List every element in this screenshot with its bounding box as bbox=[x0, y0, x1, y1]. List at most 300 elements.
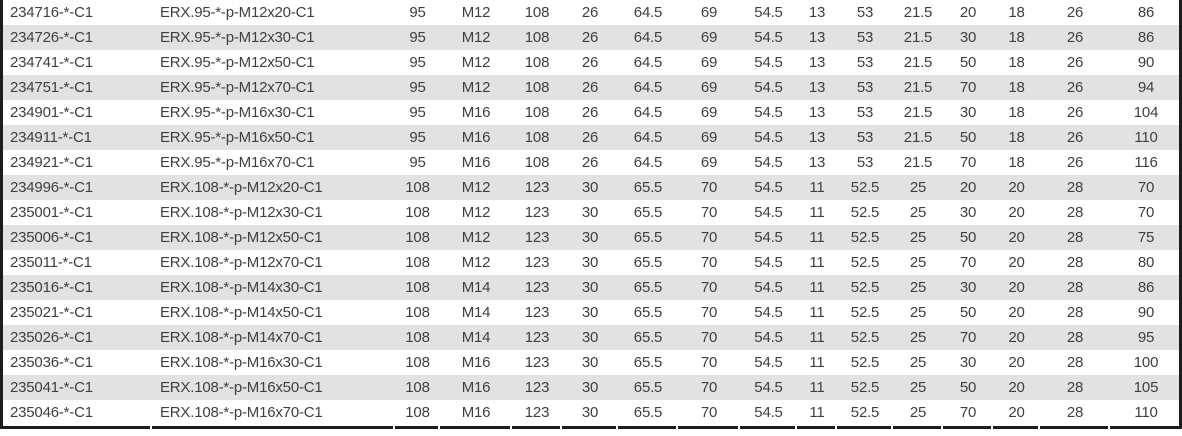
table-cell: 28 bbox=[1066, 279, 1084, 296]
table-cell: 54.5 bbox=[754, 279, 783, 296]
table-cell: 54.5 bbox=[754, 79, 783, 96]
table-cell: 108 bbox=[524, 79, 550, 96]
table-cell: 20 bbox=[1008, 304, 1025, 321]
table-cell: M16 bbox=[461, 404, 491, 421]
table-cell: 18 bbox=[1008, 4, 1025, 21]
table-cell: ERX.95-*-p-M16x50-C1 bbox=[160, 129, 315, 146]
table-cell: 26 bbox=[581, 4, 599, 21]
table-cell: 30 bbox=[959, 29, 977, 46]
table-cell: 13 bbox=[808, 129, 826, 146]
table-cell: 11 bbox=[809, 354, 825, 371]
table-cell: 69 bbox=[700, 104, 718, 121]
table-cell: 108 bbox=[405, 304, 430, 321]
table-cell: 69 bbox=[700, 29, 718, 46]
table-cell: 234911-*-C1 bbox=[10, 129, 92, 146]
table-cell: ERX.95-*-p-M12x20-C1 bbox=[160, 4, 315, 21]
table-cell: M14 bbox=[461, 279, 491, 296]
table-cell: 65.5 bbox=[633, 404, 663, 421]
table-cell: ERX.95-*-p-M12x30-C1 bbox=[160, 29, 315, 46]
table-left-border bbox=[0, 0, 3, 429]
table-cell: 30 bbox=[959, 279, 977, 296]
table-cell: 123 bbox=[524, 229, 550, 246]
table-cell: 234996-*-C1 bbox=[10, 179, 93, 196]
table-cell: 20 bbox=[1008, 379, 1025, 396]
table-cell: 52.5 bbox=[850, 404, 880, 421]
table-cell: 123 bbox=[524, 329, 550, 346]
table-cell: 110 bbox=[1134, 129, 1158, 146]
table-cell: 25 bbox=[909, 204, 927, 221]
table-cell: 234901-*-C1 bbox=[10, 104, 93, 121]
bottom-border-segment bbox=[740, 426, 795, 429]
table-row bbox=[0, 0, 1182, 25]
table-cell: 20 bbox=[1008, 254, 1025, 271]
table-cell: 26 bbox=[1066, 79, 1084, 96]
table-cell: 110 bbox=[1134, 404, 1158, 421]
table-cell: 21.5 bbox=[903, 154, 933, 171]
table-cell: 53 bbox=[856, 79, 874, 96]
table-cell: 235006-*-C1 bbox=[10, 229, 93, 246]
table-cell: 105 bbox=[1133, 379, 1159, 396]
table-cell: M12 bbox=[461, 79, 491, 96]
table-cell: ERX.108-*-p-M14x50-C1 bbox=[160, 304, 323, 321]
table-cell: 11 bbox=[809, 254, 825, 271]
bottom-border-segment bbox=[1110, 426, 1180, 429]
table-cell: 11 bbox=[809, 179, 825, 196]
table-cell: 70 bbox=[959, 154, 977, 171]
table-cell: 28 bbox=[1066, 254, 1084, 271]
table-row bbox=[0, 300, 1182, 325]
table-cell: 70 bbox=[959, 329, 977, 346]
table-cell: 28 bbox=[1066, 379, 1084, 396]
table-cell: ERX.108-*-p-M12x30-C1 bbox=[160, 204, 323, 221]
table-cell: 52.5 bbox=[850, 304, 880, 321]
table-cell: 234716-*-C1 bbox=[10, 4, 93, 21]
table-cell: 30 bbox=[581, 229, 599, 246]
table-cell: 123 bbox=[524, 254, 550, 271]
table-cell: 234726-*-C1 bbox=[10, 29, 93, 46]
table-row bbox=[0, 325, 1182, 350]
table-cell: 18 bbox=[1008, 154, 1025, 171]
table-cell: 75 bbox=[1137, 229, 1155, 246]
bottom-border-segment bbox=[152, 426, 393, 429]
table-cell: 18 bbox=[1008, 29, 1025, 46]
table-cell: 70 bbox=[1137, 179, 1155, 196]
table-row bbox=[0, 350, 1182, 375]
table-cell: 108 bbox=[405, 204, 430, 221]
table-cell: 70 bbox=[700, 254, 718, 271]
table-cell: 69 bbox=[700, 54, 718, 71]
table-cell: M16 bbox=[461, 354, 491, 371]
table-cell: M16 bbox=[461, 104, 491, 121]
table-cell: 30 bbox=[581, 329, 599, 346]
table-cell: ERX.95-*-p-M12x50-C1 bbox=[160, 54, 315, 71]
table-cell: 86 bbox=[1137, 29, 1155, 46]
table-cell: 65.5 bbox=[633, 179, 663, 196]
table-cell: 64.5 bbox=[633, 129, 663, 146]
table-cell: 123 bbox=[524, 379, 550, 396]
table-cell: 11 bbox=[809, 329, 825, 346]
table-cell: M14 bbox=[461, 304, 491, 321]
table-cell: 95 bbox=[409, 104, 426, 121]
table-cell: 54.5 bbox=[754, 154, 783, 171]
table-cell: ERX.108-*-p-M12x50-C1 bbox=[160, 229, 323, 246]
bottom-border-segment bbox=[512, 426, 560, 429]
table-cell: 20 bbox=[1008, 229, 1025, 246]
table-cell: 30 bbox=[581, 379, 599, 396]
table-cell: 70 bbox=[700, 329, 718, 346]
table-cell: 52.5 bbox=[850, 254, 880, 271]
table-cell: ERX.95-*-p-M12x70-C1 bbox=[160, 79, 315, 96]
table-cell: 26 bbox=[1066, 54, 1084, 71]
table-cell: 70 bbox=[959, 254, 977, 271]
table-cell: 94 bbox=[1137, 79, 1155, 96]
table-cell: 21.5 bbox=[903, 129, 933, 146]
table-cell: 53 bbox=[856, 54, 874, 71]
table-cell: 235041-*-C1 bbox=[10, 379, 93, 396]
table-cell: 11 bbox=[809, 229, 825, 246]
table-cell: 54.5 bbox=[754, 4, 783, 21]
table-cell: 69 bbox=[700, 129, 718, 146]
table-row bbox=[0, 100, 1182, 125]
table-cell: 18 bbox=[1008, 54, 1025, 71]
table-cell: 54.5 bbox=[754, 254, 783, 271]
table-cell: 108 bbox=[405, 279, 430, 296]
table-cell: ERX.108-*-p-M14x30-C1 bbox=[160, 279, 323, 296]
table-cell: 64.5 bbox=[633, 29, 663, 46]
table-cell: 234921-*-C1 bbox=[10, 154, 93, 171]
table-cell: 11 bbox=[809, 404, 825, 421]
table-row bbox=[0, 125, 1182, 150]
table-cell: 65.5 bbox=[633, 229, 663, 246]
table-cell: 26 bbox=[1066, 29, 1084, 46]
table-cell: 54.5 bbox=[754, 329, 783, 346]
table-cell: 25 bbox=[909, 179, 927, 196]
table-cell: 25 bbox=[909, 404, 927, 421]
bottom-border-segment bbox=[943, 426, 991, 429]
table-cell: 54.5 bbox=[754, 404, 783, 421]
table-cell: 65.5 bbox=[633, 204, 663, 221]
table-cell: M12 bbox=[461, 4, 491, 21]
table-cell: 28 bbox=[1066, 179, 1084, 196]
table-cell: 235011-*-C1 bbox=[10, 254, 92, 271]
table-cell: 18 bbox=[1008, 104, 1025, 121]
table-cell: 18 bbox=[1008, 79, 1025, 96]
table-cell: 70 bbox=[959, 404, 977, 421]
table-cell: 11 bbox=[809, 279, 825, 296]
table-cell: 26 bbox=[1066, 104, 1084, 121]
table-cell: 65.5 bbox=[633, 254, 663, 271]
table-cell: 30 bbox=[581, 279, 599, 296]
table-cell: 235016-*-C1 bbox=[10, 279, 93, 296]
table-cell: 108 bbox=[405, 404, 430, 421]
table-cell: 95 bbox=[409, 79, 426, 96]
bottom-border-segment bbox=[395, 426, 438, 429]
table-cell: 20 bbox=[1008, 179, 1025, 196]
table-cell: 50 bbox=[959, 379, 977, 396]
bottom-border-segment bbox=[993, 426, 1038, 429]
table-cell: 13 bbox=[808, 154, 826, 171]
table-cell: 25 bbox=[909, 354, 927, 371]
table-cell: 64.5 bbox=[633, 79, 663, 96]
bottom-border-segment bbox=[837, 426, 891, 429]
table-cell: 26 bbox=[581, 29, 599, 46]
table-cell: 20 bbox=[1008, 354, 1025, 371]
table-cell: 28 bbox=[1066, 354, 1084, 371]
table-cell: 70 bbox=[1137, 204, 1155, 221]
table-cell: 54.5 bbox=[754, 304, 783, 321]
table-cell: 13 bbox=[808, 4, 826, 21]
table-cell: 108 bbox=[405, 229, 430, 246]
table-cell: 86 bbox=[1137, 279, 1155, 296]
table-cell: 20 bbox=[1008, 204, 1025, 221]
table-cell: 123 bbox=[524, 204, 550, 221]
table-row bbox=[0, 225, 1182, 250]
table-cell: 26 bbox=[581, 129, 599, 146]
table-cell: 70 bbox=[700, 404, 718, 421]
table-cell: ERX.108-*-p-M16x70-C1 bbox=[160, 404, 323, 421]
table-cell: 108 bbox=[524, 154, 550, 171]
table-cell: 25 bbox=[909, 279, 927, 296]
table-cell: 25 bbox=[909, 329, 927, 346]
table-cell: M14 bbox=[461, 329, 491, 346]
table-cell: 54.5 bbox=[754, 129, 783, 146]
table-cell: 52.5 bbox=[850, 379, 880, 396]
table-cell: 52.5 bbox=[850, 204, 880, 221]
table-cell: 26 bbox=[1066, 4, 1084, 21]
table-cell: 54.5 bbox=[754, 29, 783, 46]
table-cell: 25 bbox=[909, 254, 927, 271]
table-cell: 90 bbox=[1137, 54, 1155, 71]
table-cell: 123 bbox=[524, 404, 550, 421]
table-cell: 95 bbox=[409, 154, 426, 171]
table-cell: 53 bbox=[856, 104, 874, 121]
table-cell: 26 bbox=[581, 54, 599, 71]
table-cell: M12 bbox=[461, 179, 491, 196]
table-cell: 28 bbox=[1066, 204, 1084, 221]
table-cell: 69 bbox=[700, 4, 718, 21]
table-cell: 123 bbox=[524, 354, 550, 371]
table-cell: 52.5 bbox=[850, 179, 880, 196]
table-cell: 80 bbox=[1137, 254, 1155, 271]
table-cell: 54.5 bbox=[754, 204, 783, 221]
table-cell: 13 bbox=[808, 104, 826, 121]
table-cell: 53 bbox=[856, 129, 874, 146]
table-cell: 25 bbox=[909, 229, 927, 246]
table-cell: 30 bbox=[581, 179, 599, 196]
table-cell: 235036-*-C1 bbox=[10, 354, 93, 371]
table-cell: 108 bbox=[405, 254, 430, 271]
table-cell: ERX.95-*-p-M16x30-C1 bbox=[160, 104, 315, 121]
table-cell: 30 bbox=[959, 354, 977, 371]
table-cell: 21.5 bbox=[903, 29, 933, 46]
table-row bbox=[0, 275, 1182, 300]
table-cell: 25 bbox=[909, 304, 927, 321]
table-cell: 235021-*-C1 bbox=[10, 304, 93, 321]
table-cell: 104 bbox=[1133, 104, 1159, 121]
table-cell: 108 bbox=[524, 104, 550, 121]
table-cell: 30 bbox=[959, 104, 977, 121]
table-cell: 30 bbox=[581, 254, 599, 271]
table-cell: 65.5 bbox=[633, 329, 663, 346]
table-cell: 64.5 bbox=[633, 154, 663, 171]
table-cell: 20 bbox=[1008, 329, 1025, 346]
table-row bbox=[0, 50, 1182, 75]
table-cell: 53 bbox=[856, 29, 874, 46]
table-cell: 20 bbox=[959, 4, 977, 21]
bottom-border-segment bbox=[797, 426, 835, 429]
table-cell: M12 bbox=[461, 54, 491, 71]
table-cell: M16 bbox=[461, 154, 491, 171]
table-cell: 13 bbox=[808, 54, 826, 71]
table-bottom-border bbox=[0, 426, 1182, 429]
table-cell: ERX.108-*-p-M16x30-C1 bbox=[160, 354, 323, 371]
table-cell: 52.5 bbox=[850, 279, 880, 296]
table-cell: 123 bbox=[524, 279, 550, 296]
table-cell: 13 bbox=[808, 29, 826, 46]
table-cell: 26 bbox=[1066, 154, 1084, 171]
table-cell: 108 bbox=[405, 354, 430, 371]
table-cell: M12 bbox=[461, 29, 491, 46]
table-cell: 52.5 bbox=[850, 229, 880, 246]
table-cell: 26 bbox=[1066, 129, 1084, 146]
table-cell: 26 bbox=[581, 154, 599, 171]
table-cell: 95 bbox=[409, 129, 426, 146]
table-cell: 123 bbox=[524, 304, 550, 321]
table-cell: 54.5 bbox=[754, 54, 783, 71]
table-cell: 30 bbox=[959, 204, 977, 221]
table-cell: 234751-*-C1 bbox=[10, 79, 93, 96]
table-cell: 70 bbox=[700, 354, 718, 371]
table-cell: 70 bbox=[959, 79, 977, 96]
bottom-border-segment bbox=[562, 426, 616, 429]
bottom-border-segment bbox=[618, 426, 676, 429]
table-cell: 70 bbox=[700, 279, 718, 296]
table-cell: 108 bbox=[524, 129, 550, 146]
table-cell: 13 bbox=[808, 79, 826, 96]
table-row bbox=[0, 25, 1182, 50]
table-cell: 50 bbox=[959, 129, 977, 146]
table-cell: 100 bbox=[1133, 354, 1159, 371]
table-cell: 28 bbox=[1066, 229, 1084, 246]
table-cell: 235046-*-C1 bbox=[10, 404, 93, 421]
table-cell: 64.5 bbox=[633, 4, 663, 21]
table-cell: 26 bbox=[581, 104, 599, 121]
table-cell: 28 bbox=[1066, 329, 1084, 346]
table-cell: 53 bbox=[856, 154, 874, 171]
table-cell: 30 bbox=[581, 354, 599, 371]
table-cell: 28 bbox=[1066, 404, 1084, 421]
table-cell: 65.5 bbox=[633, 304, 663, 321]
table-cell: 70 bbox=[700, 179, 718, 196]
table-cell: 21.5 bbox=[903, 104, 933, 121]
table-cell: M16 bbox=[461, 129, 491, 146]
table-cell: ERX.108-*-p-M12x70-C1 bbox=[160, 254, 323, 271]
table-cell: ERX.108-*-p-M14x70-C1 bbox=[160, 329, 323, 346]
table-row bbox=[0, 250, 1182, 275]
table-cell: M12 bbox=[461, 254, 491, 271]
table-cell: 52.5 bbox=[850, 354, 880, 371]
table-row bbox=[0, 375, 1182, 400]
table-cell: 21.5 bbox=[903, 79, 933, 96]
table-cell: 26 bbox=[581, 79, 599, 96]
bottom-border-segment bbox=[440, 426, 510, 429]
table-cell: M12 bbox=[461, 229, 491, 246]
table-cell: 95 bbox=[1137, 329, 1155, 346]
table-cell: 53 bbox=[856, 4, 874, 21]
bottom-border-segment bbox=[893, 426, 941, 429]
table-cell: 95 bbox=[409, 54, 426, 71]
table-cell: ERX.108-*-p-M12x20-C1 bbox=[160, 179, 323, 196]
table-cell: M12 bbox=[461, 204, 491, 221]
table-cell: 30 bbox=[581, 404, 599, 421]
table-cell: 11 bbox=[809, 304, 825, 321]
table-cell: 65.5 bbox=[633, 279, 663, 296]
table-row bbox=[0, 175, 1182, 200]
table-row bbox=[0, 400, 1182, 425]
table-cell: 54.5 bbox=[754, 354, 783, 371]
table-cell: 50 bbox=[959, 54, 977, 71]
table-cell: 95 bbox=[409, 4, 426, 21]
table-cell: 54.5 bbox=[754, 379, 783, 396]
table-cell: 30 bbox=[581, 304, 599, 321]
table-cell: 54.5 bbox=[754, 179, 783, 196]
bottom-border-segment bbox=[678, 426, 738, 429]
table-cell: 234741-*-C1 bbox=[10, 54, 93, 71]
table-cell: 50 bbox=[959, 304, 977, 321]
table-cell: 65.5 bbox=[633, 354, 663, 371]
table-cell: 108 bbox=[524, 29, 550, 46]
table-cell: ERX.95-*-p-M16x70-C1 bbox=[160, 154, 315, 171]
table-cell: 116 bbox=[1134, 154, 1158, 171]
table-cell: 108 bbox=[405, 329, 430, 346]
table-cell: 70 bbox=[700, 204, 718, 221]
table-cell: 235026-*-C1 bbox=[10, 329, 93, 346]
table-row bbox=[0, 200, 1182, 225]
table-cell: 64.5 bbox=[633, 54, 663, 71]
table-cell: M16 bbox=[461, 379, 491, 396]
bottom-border-segment bbox=[0, 426, 150, 429]
table-cell: 86 bbox=[1137, 4, 1155, 21]
table-cell: 108 bbox=[405, 179, 430, 196]
table-cell: 108 bbox=[405, 379, 430, 396]
table-cell: 69 bbox=[700, 154, 718, 171]
table-cell: 70 bbox=[700, 304, 718, 321]
table-cell: 54.5 bbox=[754, 229, 783, 246]
table-row bbox=[0, 150, 1182, 175]
table-cell: 20 bbox=[1008, 404, 1025, 421]
table-cell: 20 bbox=[959, 179, 977, 196]
table-cell: 21.5 bbox=[903, 4, 933, 21]
table-cell: ERX.108-*-p-M16x50-C1 bbox=[160, 379, 323, 396]
table-cell: 70 bbox=[700, 229, 718, 246]
bottom-border-segment bbox=[1040, 426, 1108, 429]
table-cell: 64.5 bbox=[633, 104, 663, 121]
table-cell: 20 bbox=[1008, 279, 1025, 296]
table-cell: 65.5 bbox=[633, 379, 663, 396]
table-cell: 70 bbox=[700, 379, 718, 396]
table-cell: 52.5 bbox=[850, 329, 880, 346]
table-cell: 108 bbox=[524, 54, 550, 71]
table-cell: 54.5 bbox=[754, 104, 783, 121]
table-cell: 50 bbox=[959, 229, 977, 246]
table-cell: 235001-*-C1 bbox=[10, 204, 93, 221]
table-cell: 21.5 bbox=[903, 54, 933, 71]
table-cell: 11 bbox=[809, 379, 825, 396]
table-cell: 123 bbox=[524, 179, 550, 196]
table-cell: 108 bbox=[524, 4, 550, 21]
table-cell: 11 bbox=[809, 204, 825, 221]
table-cell: 28 bbox=[1066, 304, 1084, 321]
